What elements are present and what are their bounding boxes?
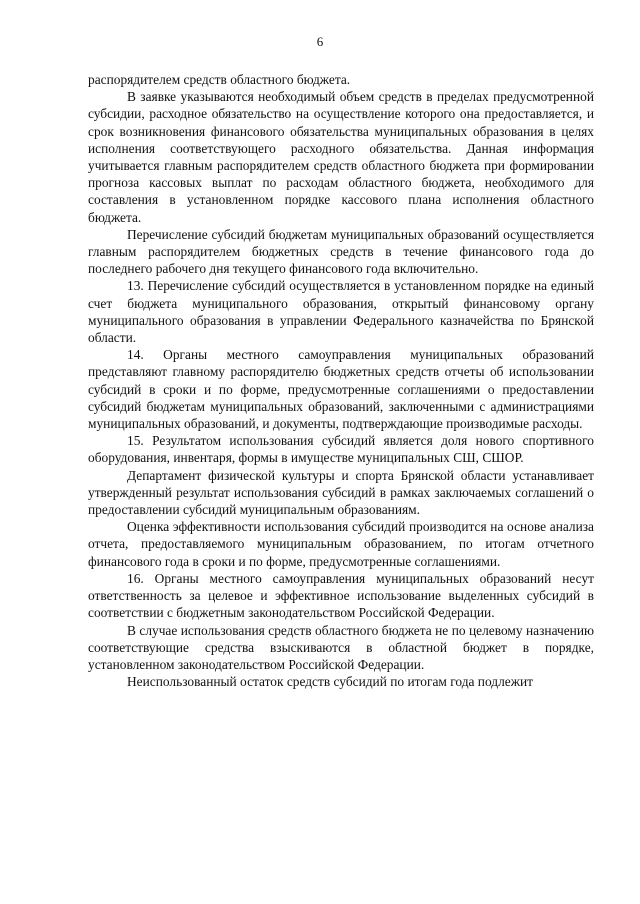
paragraph-misuse-recovery: В случае использования средств областного бюджета не по целевому назначению соответствующие средства взыскиваются в областной бюджет в порядке, установленном законодательством Российской Федерации. xyxy=(88,622,594,672)
paragraph-application-contents: В заявке указываются необходимый объем средств в пределах предусмотренной субсидии, расходное обязательство на осуществление которого она предоставляется, и срок возникновения финансового обязательства муниципальных образования в целях исполнения соответствующего расходного обязательства. Данная информация учитывается главным распорядителем средств областного бюджета при формировании прогноза кассовых выплат по расходам областного бюджета, необходимого для составления в установленном порядке кассового плана исполнения областного бюджета. xyxy=(88,89,594,225)
paragraph-item-16: 16. Органы местного самоуправления муниципальных образований несут ответственность за целевое и эффективное использование выделенных субсидий в соответствии с бюджетным законодательством Российской Федерации. xyxy=(88,570,594,621)
page-number: 6 xyxy=(316,34,324,49)
paragraph-item-13: 13. Перечисление субсидий осуществляется в установленном порядке на единый счет бюджета муниципального образования, открытый финансовому органу муниципального образования в управлении Федерального казначейства по Брянской области. xyxy=(88,278,594,346)
paragraph-efficiency-assessment: Оценка эффективности использования субсидий производится на основе анализа отчета, предоставляемого муниципальным образованием, по итогам отчетного финансового года в сроки и по форме, предусмотренные соглашениями. xyxy=(88,519,594,569)
paragraph-item-14: 14. Органы местного самоуправления муниципальных образований представляют главному распорядителю бюджетных средств отчеты об использовании субсидий в сроки и по форме, предусмотренные соглашениями о предоставлении субсидий бюджетам муниципальных образований, заключенными с администрациями муниципальных образований, и документы, подтверждающие производимые расходы. xyxy=(88,347,594,432)
paragraph-unused-balance: Неиспользованный остаток средств субсидий по итогам года подлежит xyxy=(127,674,533,690)
document-body xyxy=(88,71,594,690)
paragraph-continuation: распорядителем средств областного бюджета. xyxy=(88,72,351,87)
paragraph-subsidy-transfer: Перечисление субсидий бюджетам муниципальных образований осуществляется главным распорядителем бюджетных средств в течение финансового года до последнего рабочего дня текущего финансового года включительно. xyxy=(88,226,594,277)
paragraph-department-result: Департамент физической культуры и спорта Брянской области устанавливает утвержденный результат использования субсидий в рамках заключаемых соглашений о предоставлении субсидий муниципальным образованиям. xyxy=(88,467,594,518)
paragraph-item-15: 15. Результатом использования субсидий является доля нового спортивного оборудования, инвентаря, формы в имуществе муниципальных СШ, СШОР. xyxy=(88,433,594,466)
